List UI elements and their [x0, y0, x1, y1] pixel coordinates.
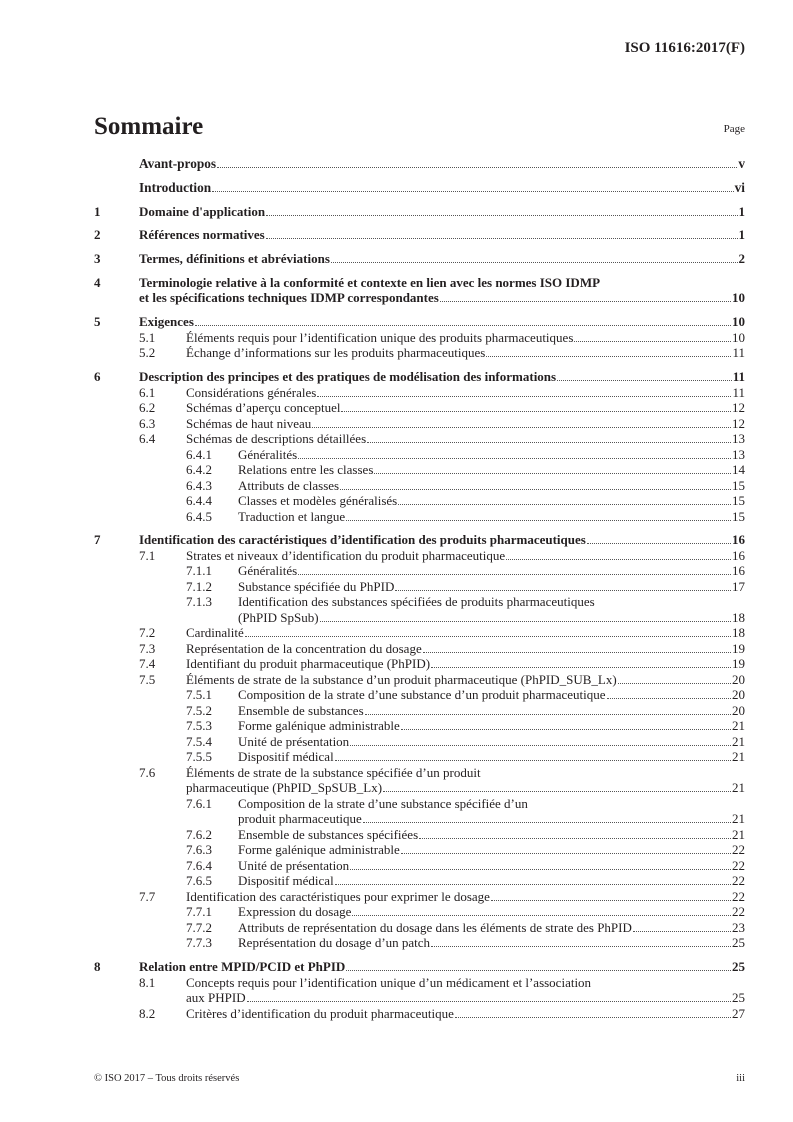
toc-entry-number: 8 [94, 959, 101, 975]
toc-entry-number: 7.7 [139, 888, 156, 904]
toc-entry-number: 6.2 [139, 400, 156, 416]
dot-leader [365, 713, 731, 715]
dot-leader [440, 300, 731, 302]
toc-entry-title: Identification des substances spécifiées de produits pharmaceutiques [238, 594, 595, 610]
toc-entry-page: 10 [732, 314, 745, 330]
dot-leader [395, 589, 731, 591]
dot-leader [618, 682, 731, 684]
toc-entry[interactable] [94, 920, 745, 936]
toc-entry-title: Relations entre les classes [238, 462, 374, 478]
toc-entry-number: 6.4.3 [186, 477, 212, 493]
toc-entry-page: 20 [732, 687, 745, 703]
dot-leader [486, 355, 731, 357]
toc-entry-page: vi [734, 179, 745, 195]
toc-entry-number: 7.1.3 [186, 594, 212, 610]
toc-entry-title: Éléments de strate de la substance spécifiée d’un produit [186, 764, 481, 780]
toc-entry-page: 12 [732, 400, 745, 416]
toc-entry-number: 7.5.4 [186, 733, 212, 749]
toc-entry-title: Cardinalité [186, 625, 244, 641]
toc-entry-page: 1 [738, 203, 745, 219]
toc-entry-page: 21 [732, 780, 745, 796]
toc-entry[interactable] [94, 330, 745, 346]
toc-entry-page: 13 [732, 431, 745, 447]
toc-entry-number: 6.3 [139, 415, 156, 431]
toc-entry-title: Introduction [139, 179, 212, 195]
toc-entry-number: 8.2 [139, 1005, 156, 1021]
toc-entry-title: Attributs de classes [238, 477, 340, 493]
dot-leader [431, 945, 731, 947]
toc-entry[interactable] [94, 493, 745, 509]
dot-leader [398, 503, 731, 505]
toc-entry-title: Éléments de strate de la substance d’un produit pharmaceutique (PhPID_SUB_Lx) [186, 671, 617, 687]
toc-entry-page: 1 [738, 227, 745, 243]
toc-entry-number: 7.5.2 [186, 702, 212, 718]
toc-entry[interactable] [94, 345, 745, 361]
dot-leader [587, 542, 731, 544]
toc-entry-number: 7.6.1 [186, 795, 212, 811]
toc-entry-title: Schémas d’aperçu conceptuel [186, 400, 341, 416]
toc-entry-number: 4 [94, 274, 101, 290]
toc-entry-title: produit pharmaceutique [238, 811, 362, 827]
dot-leader [335, 759, 731, 761]
toc-entry-number: 7.7.2 [186, 919, 212, 935]
toc-entry[interactable] [94, 594, 745, 625]
toc-entry-title: Domaine d'application [139, 203, 266, 219]
dot-leader [298, 573, 731, 575]
toc-entry-title: Identification des caractéristiques d’identification des produits pharmaceutiques [139, 532, 586, 548]
toc-entry-title: aux PHPID [186, 990, 246, 1006]
toc-entry-number: 7.6 [139, 764, 156, 780]
toc-entry-title: Généralités [238, 563, 298, 579]
toc-entry-title: Échange d’informations sur les produits pharmaceutiques [186, 345, 486, 361]
toc-entry[interactable] [94, 431, 745, 447]
toc-entry-number: 7 [94, 532, 101, 548]
toc-entry[interactable] [94, 959, 745, 975]
toc-entry-number: 7.3 [139, 640, 156, 656]
toc-entry[interactable] [94, 842, 745, 858]
toc-entry[interactable] [94, 904, 745, 920]
toc-entry[interactable] [94, 975, 745, 1006]
dot-leader [352, 914, 731, 916]
toc-entry[interactable] [94, 548, 745, 564]
page-title: Sommaire [94, 113, 204, 140]
dot-leader [374, 472, 731, 474]
toc-entry-title: Forme galénique administrable [238, 842, 400, 858]
page-column-label: Page [723, 123, 745, 135]
toc-entry-title: Unité de présentation [238, 733, 350, 749]
toc-entry-number [94, 156, 139, 172]
toc-entry-title: Attributs de représentation du dosage dans les éléments de strate des PhPID [238, 919, 632, 935]
dot-leader [266, 237, 738, 239]
toc-entry-title: Termes, définitions et abréviations [139, 251, 330, 267]
toc-entry-number: 6.4.5 [186, 508, 212, 524]
toc-entry[interactable] [94, 935, 745, 951]
dot-leader [607, 697, 731, 699]
dot-leader [341, 410, 731, 412]
toc-entry-title: Forme galénique administrable [238, 718, 400, 734]
toc-entry-title: Unité de présentation [238, 857, 350, 873]
toc-entry-title: Généralités [238, 446, 298, 462]
toc-entry-title: Références normatives [139, 227, 265, 243]
toc-entry-number: 7.6.5 [186, 873, 212, 889]
toc-entry[interactable] [94, 858, 745, 874]
toc-entry[interactable] [94, 687, 745, 703]
dot-leader [245, 635, 731, 637]
toc-entry-title: Représentation de la concentration du dosage [186, 640, 422, 656]
toc-entry-title: Terminologie relative à la conformité et contexte en lien avec les normes ISO IDMP [139, 274, 601, 290]
toc-entry-page: 18 [732, 625, 745, 641]
dot-leader [367, 441, 731, 443]
toc-entry-number: 7.1.1 [186, 563, 212, 579]
toc-entry-page: 22 [732, 857, 745, 873]
toc-entry-number: 5.1 [139, 329, 156, 345]
toc-entry-number: 8.1 [139, 974, 156, 990]
toc-entry-title: Description des principes et des pratiques de modélisation des informations [139, 369, 557, 385]
toc-entry-title: Concepts requis pour l’identification unique d’un médicament et l’association [186, 974, 592, 990]
dot-leader [401, 728, 731, 730]
toc-entry-page: 11 [732, 369, 745, 385]
toc-entry-page: 25 [732, 935, 745, 951]
toc-entry-title: Expression du dosage [238, 904, 352, 920]
document-id: ISO 11616:2017(F) [624, 40, 745, 56]
toc-entry-number: 7.6.4 [186, 857, 212, 873]
toc-entry-page: 10 [732, 290, 745, 306]
toc-entry-page: 22 [732, 873, 745, 889]
toc-entry[interactable] [94, 385, 745, 401]
toc-entry-number: 2 [94, 227, 101, 243]
toc-entry-title: Identification des caractéristiques pour exprimer le dosage [186, 888, 490, 904]
toc-entry-number: 6.4.1 [186, 446, 212, 462]
toc-entry-page: 19 [732, 656, 745, 672]
toc-entry-page: 22 [732, 888, 745, 904]
toc-entry-number: 7.6.3 [186, 842, 212, 858]
toc-entry-title: pharmaceutique (PhPID_SpSUB_Lx) [186, 780, 383, 796]
toc-entry[interactable] [94, 563, 745, 579]
toc-entry-number: 7.4 [139, 656, 156, 672]
toc-entry-number: 1 [94, 203, 101, 219]
dot-leader [350, 868, 731, 870]
dot-leader [298, 457, 731, 459]
dot-leader [317, 395, 731, 397]
dot-leader [312, 426, 731, 428]
toc-entry-title: Classes et modèles généralisés [238, 493, 398, 509]
toc-entry[interactable] [94, 314, 745, 330]
toc-entry-number: 7.5.3 [186, 718, 212, 734]
toc-entry-page: 22 [732, 842, 745, 858]
toc-entry-page: 2 [738, 251, 745, 267]
toc-entry-page: 21 [732, 718, 745, 734]
toc-entry[interactable] [94, 227, 745, 243]
toc-entry[interactable] [94, 462, 745, 478]
toc-entry[interactable] [94, 478, 745, 494]
toc-entry[interactable] [94, 718, 745, 734]
toc-entry-title: Ensemble de substances spécifiées [238, 826, 419, 842]
toc-entry[interactable] [94, 672, 745, 688]
dot-leader [423, 651, 731, 653]
table-of-contents [94, 156, 745, 1021]
toc-entry-page: 21 [732, 826, 745, 842]
toc-entry-page: 15 [732, 477, 745, 493]
toc-entry-title: Strates et niveaux d’identification du produit pharmaceutique [186, 547, 506, 563]
toc-entry[interactable] [94, 416, 745, 432]
dot-leader [491, 899, 731, 901]
toc-entry-page: 21 [732, 749, 745, 765]
toc-entry-title: Composition de la strate d’une substance d’un produit pharmaceutique [238, 687, 606, 703]
toc-entry-title: Dispositif médical [238, 749, 334, 765]
toc-entry-title: Éléments requis pour l’identification unique des produits pharmaceutiques [186, 329, 574, 345]
dot-leader [401, 852, 731, 854]
dot-leader [633, 930, 731, 932]
toc-entry-title: Composition de la strate d’une substance spécifiée d’un [238, 795, 528, 811]
toc-entry-page: 21 [732, 811, 745, 827]
dot-leader [506, 558, 731, 560]
toc-entry-page: 27 [732, 1005, 745, 1021]
toc-entry[interactable] [94, 447, 745, 463]
toc-entry-title: et les spécifications techniques IDMP correspondantes [139, 290, 439, 306]
toc-entry-page: 25 [732, 959, 745, 975]
dot-leader [331, 261, 738, 263]
toc-entry[interactable] [94, 400, 745, 416]
toc-entry-page: 23 [732, 919, 745, 935]
toc-entry[interactable] [94, 827, 745, 843]
toc-entry-number: 7.5.5 [186, 749, 212, 765]
toc-entry-title: Substance spécifiée du PhPID [238, 578, 395, 594]
toc-entry[interactable] [94, 532, 745, 548]
toc-entry-number: 7.5 [139, 671, 156, 687]
toc-entry-number: 7.1 [139, 547, 156, 563]
toc-entry-title: Schémas de haut niveau [186, 415, 312, 431]
toc-entry-title: Avant-propos [139, 156, 217, 171]
copyright: © ISO 2017 – Tous droits réservés [94, 1073, 240, 1084]
dot-leader [363, 821, 731, 823]
toc-entry-page: 16 [732, 532, 745, 548]
dot-leader [346, 969, 731, 971]
toc-entry-page: 14 [732, 462, 745, 478]
toc-entry-page: 17 [732, 578, 745, 594]
toc-entry-page: 20 [732, 702, 745, 718]
toc-entry-page: 15 [732, 493, 745, 509]
toc-entry-number: 7.7.1 [186, 904, 212, 920]
toc-entry-number: 6.4.4 [186, 493, 212, 509]
toc-entry-title: Schémas de descriptions détaillées [186, 431, 367, 447]
toc-entry-title: Exigences [139, 314, 194, 330]
toc-entry-number: 7.1.2 [186, 578, 212, 594]
toc-entry-number: 7.6.2 [186, 826, 212, 842]
toc-entry-page: 20 [732, 671, 745, 687]
toc-entry[interactable] [94, 275, 745, 306]
toc-entry[interactable] [94, 251, 745, 267]
toc-entry-title: Relation entre MPID/PCID et PhPID [139, 959, 346, 975]
toc-entry-page: 12 [732, 415, 745, 431]
toc-entry-title: (PhPID SpSub) [238, 609, 319, 625]
dot-leader [574, 340, 731, 342]
toc-entry[interactable] [94, 889, 745, 905]
toc-entry-page: 11 [732, 384, 745, 400]
toc-entry-page: 15 [732, 508, 745, 524]
dot-leader [350, 744, 731, 746]
toc-entry[interactable] [94, 749, 745, 765]
toc-entry-page: 19 [732, 640, 745, 656]
toc-entry-number [94, 180, 139, 196]
toc-entry-number: 6.4.2 [186, 462, 212, 478]
toc-entry-title: Critères d’identification du produit pharmaceutique [186, 1005, 454, 1021]
toc-entry[interactable] [94, 765, 745, 796]
toc-entry-page: 22 [732, 904, 745, 920]
dot-leader [419, 837, 731, 839]
toc-entry[interactable] [94, 579, 745, 595]
toc-entry[interactable] [94, 641, 745, 657]
dot-leader [217, 166, 737, 168]
toc-entry-page: v [738, 156, 745, 171]
dot-leader [195, 324, 731, 326]
toc-entry-number: 5.2 [139, 345, 156, 361]
toc-entry[interactable] [94, 656, 745, 672]
toc-entry[interactable] [94, 1006, 745, 1022]
toc-entry-title: Traduction et langue [238, 508, 346, 524]
dot-leader [320, 620, 731, 622]
toc-entry-title: Ensemble de substances [238, 702, 364, 718]
toc-entry-page: 10 [732, 329, 745, 345]
toc-entry[interactable] [94, 369, 745, 385]
page-number: iii [736, 1073, 745, 1084]
toc-entry-number: 6 [94, 369, 101, 385]
toc-entry[interactable] [94, 625, 745, 641]
dot-leader [346, 519, 731, 521]
toc-entry[interactable] [94, 873, 745, 889]
toc-entry[interactable] [94, 734, 745, 750]
dot-leader [431, 666, 731, 668]
toc-entry-number: 6.1 [139, 384, 156, 400]
toc-entry-title: Identifiant du produit pharmaceutique (PhPID) [186, 656, 431, 672]
toc-entry-number: 7.2 [139, 625, 156, 641]
toc-entry-number: 7.5.1 [186, 687, 212, 703]
toc-entry[interactable] [94, 156, 745, 172]
toc-entry-title: Dispositif médical [238, 873, 334, 889]
toc-entry-page: 16 [732, 547, 745, 563]
toc-entry-number: 6.4 [139, 431, 156, 447]
footer [94, 1073, 745, 1084]
toc-entry-page: 25 [732, 990, 745, 1006]
dot-leader [455, 1016, 731, 1018]
toc-entry-title: Considérations générales [186, 384, 317, 400]
dot-leader [266, 214, 737, 216]
toc-entry-page: 21 [732, 733, 745, 749]
dot-leader [212, 190, 733, 192]
toc-entry[interactable] [94, 204, 745, 220]
toc-entry[interactable] [94, 703, 745, 719]
toc-entry-number: 5 [94, 314, 101, 330]
dot-leader [557, 379, 732, 381]
toc-entry-number: 3 [94, 251, 101, 267]
toc-entry-page: 11 [732, 345, 745, 361]
dot-leader [247, 1000, 731, 1002]
toc-entry-page: 16 [732, 563, 745, 579]
toc-entry-title: Représentation du dosage d’un patch [238, 935, 431, 951]
toc-entry[interactable] [94, 796, 745, 827]
toc-entry[interactable] [94, 509, 745, 525]
dot-leader [340, 488, 731, 490]
dot-leader [383, 790, 731, 792]
toc-entry-number: 7.7.3 [186, 935, 212, 951]
toc-entry[interactable] [94, 180, 745, 196]
toc-entry-page: 13 [732, 446, 745, 462]
toc-entry-page: 18 [732, 609, 745, 625]
dot-leader [335, 883, 731, 885]
